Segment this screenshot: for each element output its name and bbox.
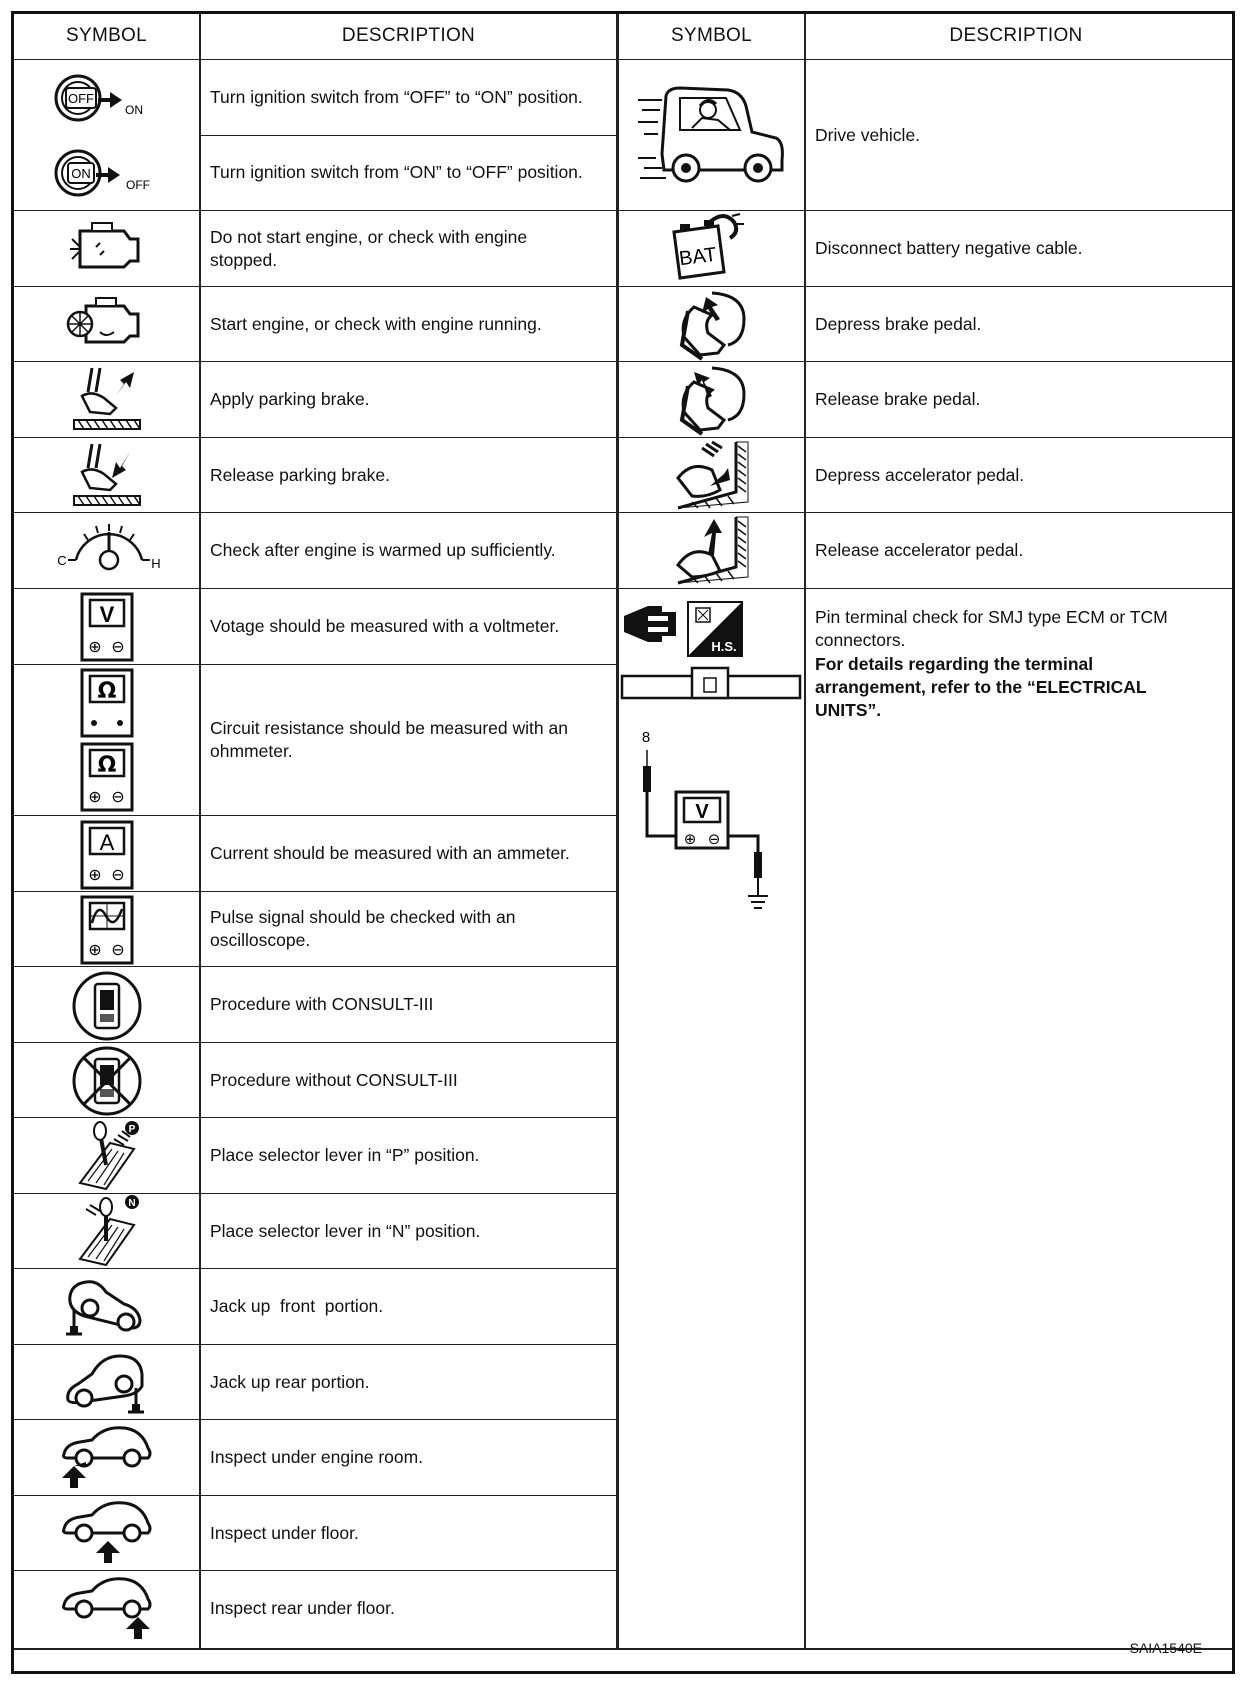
voltmeter-icon	[80, 592, 134, 662]
row-divider	[14, 1570, 616, 1571]
harness-side-label: H.S.	[711, 639, 737, 654]
row-divider	[14, 512, 1232, 513]
svg-text:⊖: ⊖	[111, 787, 125, 806]
jack-rear-icon	[62, 1344, 154, 1418]
row-divider	[14, 361, 1232, 362]
jack-front-icon	[62, 1270, 154, 1342]
column-divider	[199, 14, 201, 1649]
ignition-label-from: OFF	[68, 91, 94, 106]
row-description: Pulse signal should be checked with an oscilloscope.	[210, 907, 516, 950]
header-left-symbol: SYMBOL	[66, 25, 147, 46]
row-description: Do not start engine, or check with engine stopped.	[210, 227, 528, 270]
svg-text:⊕: ⊕	[683, 830, 697, 848]
row-note: For details regarding the terminal arrangement, refer to the “ELECTRICAL UNITS”.	[815, 654, 1147, 720]
row-description: Place selector lever in “P” position.	[210, 1145, 480, 1165]
release-parking-brake-icon	[70, 438, 144, 510]
row-description: Circuit resistance should be measured with an ohmmeter.	[210, 718, 568, 761]
inspect-floor-icon	[60, 1497, 156, 1567]
row-divider	[14, 1042, 616, 1043]
ignition-label-from: ON	[71, 166, 91, 181]
meter-label: A	[99, 830, 115, 855]
row-description: Procedure without CONSULT-III	[210, 1070, 458, 1090]
gear-label: P	[128, 1124, 136, 1135]
row-description: Start engine, or check with engine running.	[210, 314, 542, 334]
row-divider	[14, 588, 1232, 589]
row-divider	[14, 815, 616, 816]
meter-label: Ω	[97, 679, 117, 704]
ignition-label-to: OFF	[126, 178, 150, 192]
row-description: Release accelerator pedal.	[815, 540, 1024, 560]
header-right-description: DESCRIPTION	[949, 25, 1083, 46]
battery-label: BAT	[677, 243, 718, 271]
svg-text:⊖: ⊖	[111, 865, 125, 884]
no-consult-icon	[71, 1045, 143, 1117]
engine-stopped-icon	[66, 217, 146, 279]
release-brake-icon	[672, 364, 748, 436]
row-description: Disconnect battery negative cable.	[815, 238, 1083, 258]
pin-terminal-check-icon	[618, 596, 804, 914]
oscilloscope-icon	[80, 895, 134, 965]
row-divider	[14, 286, 1232, 287]
row-divider	[14, 437, 1232, 438]
row-divider	[14, 210, 1232, 211]
row-description: Jack up rear portion.	[210, 1372, 370, 1392]
row-description: Inspect under floor.	[210, 1523, 359, 1543]
ignition-on-to-off-icon	[52, 143, 162, 203]
gauge-label-hot: H	[151, 556, 161, 571]
gear-label: N	[128, 1198, 136, 1209]
depress-brake-icon	[672, 289, 748, 361]
svg-text:⊖: ⊖	[707, 830, 721, 848]
ignition-label-to: ON	[125, 103, 143, 117]
table-bottom-line	[14, 1648, 1232, 1650]
ammeter-icon	[80, 820, 134, 890]
row-description: Turn ignition switch from “ON” to “OFF” position.	[210, 162, 583, 182]
row-description: Current should be measured with an ammeter.	[210, 843, 570, 863]
column-divider	[804, 14, 806, 1649]
figure-id: SAIA1540E	[1129, 1640, 1202, 1656]
row-divider	[200, 135, 616, 136]
selector-lever-n-icon	[76, 1195, 142, 1267]
battery-disconnect-icon	[668, 212, 752, 284]
inspect-engine-room-icon	[60, 1422, 156, 1492]
svg-text:⊕: ⊕	[88, 865, 102, 884]
row-description: Depress accelerator pedal.	[815, 465, 1025, 485]
apply-parking-brake-icon	[70, 362, 144, 434]
meter-label: V	[99, 602, 115, 627]
row-divider	[14, 891, 616, 892]
depress-accelerator-icon	[672, 440, 752, 510]
svg-text:⊖: ⊖	[111, 940, 125, 959]
header-right-symbol: SYMBOL	[671, 25, 752, 46]
release-accelerator-icon	[672, 515, 752, 585]
row-divider	[14, 966, 616, 967]
meter-label: Ω	[97, 753, 117, 778]
selector-lever-p-icon	[76, 1119, 142, 1191]
row-description: Jack up front portion.	[210, 1296, 384, 1316]
temperature-gauge-icon	[54, 516, 164, 582]
row-description: Check after engine is warmed up sufficiently.	[210, 540, 556, 560]
row-description: Procedure with CONSULT-III	[210, 994, 434, 1014]
row-divider	[14, 1268, 616, 1269]
inspect-rear-floor-icon	[60, 1573, 156, 1643]
row-description: Inspect under engine room.	[210, 1447, 424, 1467]
svg-text:⊕: ⊕	[88, 637, 102, 656]
ohmmeter-icon	[80, 668, 134, 812]
engine-running-icon	[66, 292, 146, 354]
row-description: Inspect rear under floor.	[210, 1598, 395, 1618]
svg-text:⊕: ⊕	[88, 787, 102, 806]
svg-text:⊖: ⊖	[111, 637, 125, 656]
row-divider	[14, 59, 1232, 60]
row-divider	[14, 1117, 616, 1118]
ignition-off-to-on-icon	[52, 68, 162, 128]
row-description: Release parking brake.	[210, 465, 390, 485]
gauge-label-cold: C	[57, 553, 67, 568]
terminal-number: 8	[641, 729, 651, 746]
svg-text:⊕: ⊕	[88, 940, 102, 959]
row-divider	[14, 1495, 616, 1496]
row-divider	[14, 664, 616, 665]
consult-icon	[71, 970, 143, 1042]
row-description: Apply parking brake.	[210, 389, 370, 409]
row-description: Release brake pedal.	[815, 389, 981, 409]
row-description: Drive vehicle.	[815, 125, 921, 145]
drive-vehicle-icon	[636, 82, 786, 190]
row-description: Turn ignition switch from “OFF” to “ON” position.	[210, 87, 583, 107]
meter-label: V	[695, 801, 709, 823]
row-description: Place selector lever in “N” position.	[210, 1221, 481, 1241]
row-divider	[14, 1193, 616, 1194]
header-left-description: DESCRIPTION	[341, 25, 476, 46]
row-description: Depress brake pedal.	[815, 314, 982, 334]
row-divider	[14, 1419, 616, 1420]
row-description: Pin terminal check for SMJ type ECM or TCM connectors.	[815, 607, 1168, 650]
row-description: Votage should be measured with a voltmeter.	[210, 616, 560, 636]
